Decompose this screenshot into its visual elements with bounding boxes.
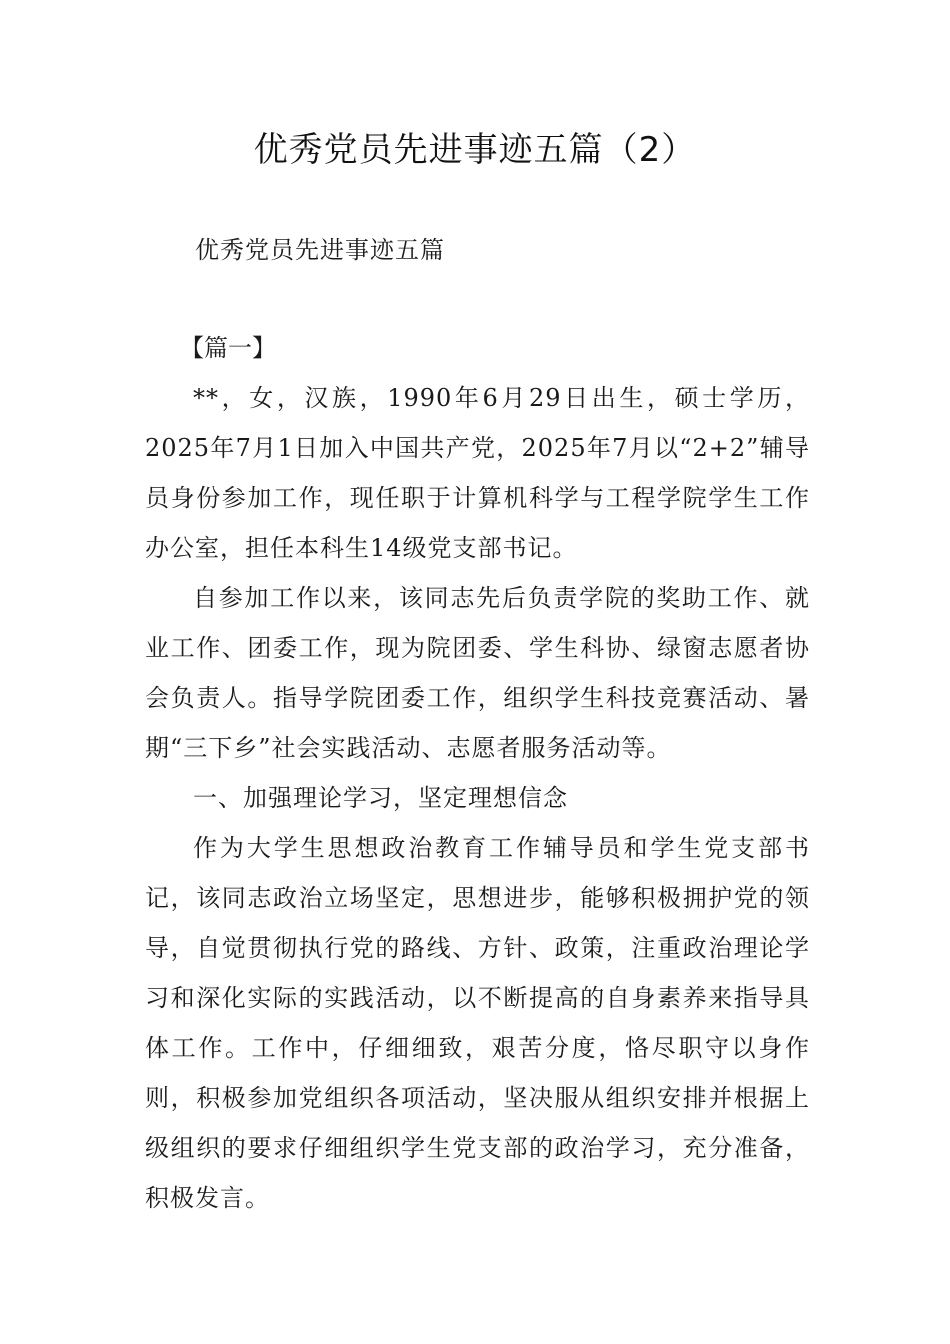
paragraph-subheading: 一、加强理论学习，坚定理想信念 [193, 784, 568, 812]
section-label: 【篇一】 [180, 334, 276, 362]
document-title: 优秀党员先进事迹五篇（2） [253, 130, 697, 170]
document-subtitle: 优秀党员先进事迹五篇 [195, 236, 445, 264]
document-body [145, 373, 810, 1223]
paragraph-profile: **，女，汉族，1990年6月29日出生，硕士学历，2025年7月1日加入中国共产党，2025年7月以“2+2”辅导员身份参加工作，现任职于计算机科学与工程学院学生工作办公室，担任本科生14级党支部书记。 [145, 384, 810, 562]
paragraph-theory-study: 作为大学生思想政治教育工作辅导员和学生党支部书记，该同志政治立场坚定，思想进步，能够积极拥护党的领导，自觉贯彻执行党的路线、方针、政策，注重政治理论学习和深化实际的实践活动，以不断提高的自身素养来指导具体工作。工作中，仔细细致，艰苦分度，恪尽职守以身作则，积极参加党组织各项活动，坚决服从组织安排并根据上级组织的要求仔细组织学生党支部的政治学习，充分准备，积极发言。 [145, 834, 810, 1212]
paragraph-responsibilities: 自参加工作以来，该同志先后负责学院的奖助工作、就业工作、团委工作，现为院团委、学生科协、绿窗志愿者协会负责人。指导学院团委工作，组织学生科技竞赛活动、暑期“三下乡”社会实践活动、志愿者服务活动等。 [145, 584, 810, 762]
